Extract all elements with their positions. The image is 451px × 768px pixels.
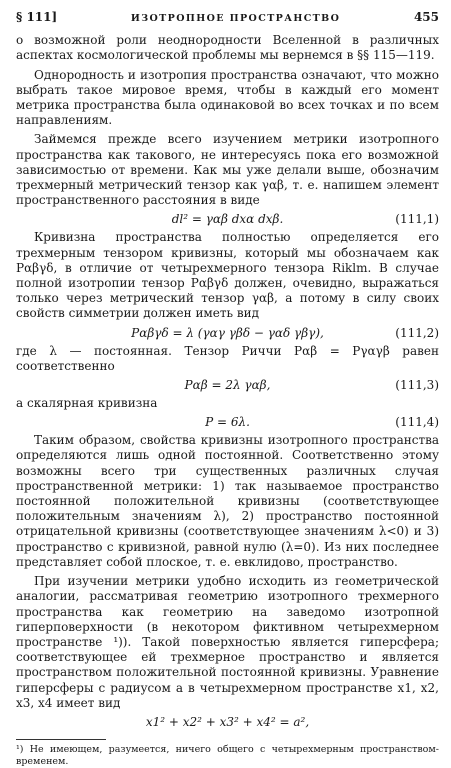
paragraph-metric: Займемся прежде всего изучением метрики изотропного пространства как такового, не интересуясь пока его возможной зависимостью от времени. Как мы уже делали выше, обозначим трехмерный метрический тензор как γαβ, т. е. напишем элемент пространственного расстояния в виде [16,132,439,208]
section-reference: § 111] [16,10,58,24]
equation-111-3 [16,376,439,394]
equation-111-1 [16,210,439,228]
paragraph-curvature-cases: Таким образом, свойства кривизны изотропного пространства определяются лишь одной постоянной. Соответственно этому возможны всего три существенных различных случая пространственной метрики: 1) так называемое пространство постоянной положительной кривизны (соответствующее положительным значениям λ), 2) пространство постоянной отрицательной кривизны (соответствующее значениям λ<0) и 3) пространство с кривизной, равной нулю (λ=0). Из них последнее представляет собой плоское, т. е. евклидово, пространство. [16,433,439,569]
equation-number: (111,1) [395,212,439,227]
equation-111-4 [16,413,439,431]
paragraph-curvature-tensor: Кривизна пространства полностью определяется его трехмерным тензором кривизны, который мы обозначаем как Pαβγδ, в отличие от четырехмерного тензора Riklm. В случае полной изотропии тензор Pαβγδ должен, очевидно, выражаться только через метрический тензор γαβ, а потому в силу своих свойств симметрии должен иметь вид [16,230,439,321]
paragraph-hypersphere: При изучении метрики удобно исходить из геометрической аналогии, рассматривая геометрию изотропного трехмерного пространства как геометрию на заведомо изотропной гиперповерхности (в некотором фиктивном четырехмерном пространстве ¹)). Такой поверхностью является гиперсфера; соответствующее ей трехмерное пространство и является пространством положительной постоянной кривизны. Уравнение гиперсферы с радиусом a в четырехмерном пространстве x1, x2, x3, x4 имеет вид [16,574,439,710]
paragraph-scalar: а скалярная кривизна [16,396,158,411]
paragraph-homogeneity: Однородность и изотропия пространства означают, что можно выбрать такое мировое время, чтобы в каждый его момент метрика пространства была одинаковой во всех точках и по всем направлениям. [16,67,439,128]
equation-formula: dl² = γαβ dxα dxβ. [171,212,284,227]
equation-number: (111,2) [395,325,439,340]
equation-number: (111,3) [395,378,439,393]
equation-formula: Pαβ = 2λ γαβ, [184,378,271,393]
equation-formula: P = 6λ. [205,415,250,430]
page-number: 455 [413,10,439,24]
footnote: ¹) Не имеющем, разумеется, ничего общего с четырехмерным пространством-временем. [16,743,439,767]
chapter-title: ИЗОТРОПНОЕ ПРОСТРАНСТВО [130,13,341,24]
equation-formula: x1² + x2² + x3² + x4² = a², [145,714,310,729]
paragraph-continuation: о возможной роли неоднородности Вселенной в различных аспектах космологической проблемы мы вернемся в §§ 115—119. [16,33,439,63]
equation-formula: Pαβγδ = λ (γαγ γβδ − γαδ γβγ), [131,325,324,340]
equation-111-2 [16,324,439,342]
footnote-divider [16,739,106,740]
running-header [16,10,439,26]
paragraph-ricci: где λ — постоянная. Тензор Риччи Pαβ = Pγαγβ равен соответственно [16,343,439,373]
equation-number: (111,4) [395,415,439,430]
